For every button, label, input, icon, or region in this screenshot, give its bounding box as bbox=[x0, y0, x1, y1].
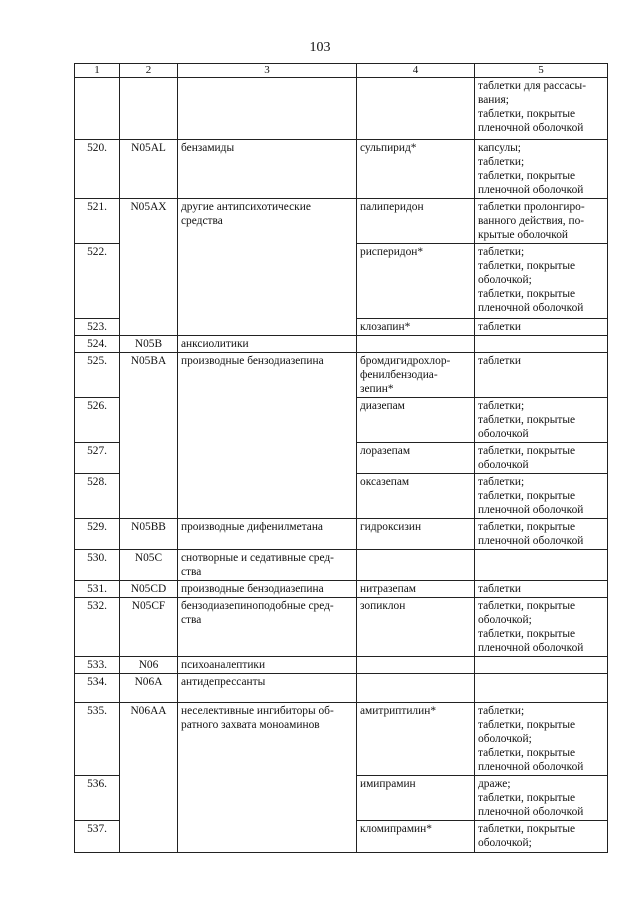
row-number-cell: 532. bbox=[75, 598, 120, 657]
group-name-line: бензодиазепиноподобные сред- bbox=[181, 600, 334, 612]
row-number-cell: 526. bbox=[75, 398, 120, 443]
dosage-form-line: пленочной оболочкой bbox=[478, 535, 584, 547]
drug-name-cell bbox=[357, 353, 475, 398]
header-cell-2: 2 bbox=[120, 64, 178, 78]
atc-code-cell: N05AX bbox=[120, 199, 178, 244]
group-name-line: анксиолитики bbox=[181, 338, 249, 350]
atc-code-cell bbox=[120, 776, 178, 821]
dosage-form-line: оболочкой bbox=[478, 459, 529, 471]
table-row bbox=[75, 776, 608, 821]
drug-name-cell bbox=[357, 199, 475, 244]
dosage-form-line: пленочной оболочкой bbox=[478, 504, 584, 516]
group-name-line: неселективные ингибиторы об- bbox=[181, 705, 334, 717]
group-name-cell bbox=[178, 657, 357, 674]
row-number-cell: 524. bbox=[75, 336, 120, 353]
page-number: 103 bbox=[309, 40, 331, 55]
dosage-form-line: пленочной оболочкой bbox=[478, 122, 584, 134]
dosage-form-line: таблетки, покрытые bbox=[478, 719, 576, 731]
dosage-form-cell bbox=[475, 353, 608, 398]
drug-name-line: диазепам bbox=[360, 400, 405, 412]
group-name-line: ства bbox=[181, 566, 202, 578]
table-row bbox=[75, 581, 608, 598]
table-row bbox=[75, 474, 608, 519]
group-name-line: средства bbox=[181, 215, 223, 227]
dosage-form-line: таблетки; bbox=[478, 705, 525, 717]
drug-name-line: фенилбензодиа- bbox=[360, 369, 438, 381]
dosage-form-cell bbox=[475, 199, 608, 244]
table-row bbox=[75, 598, 608, 657]
table-row bbox=[75, 199, 608, 244]
table-row bbox=[75, 78, 608, 140]
drug-name-cell bbox=[357, 319, 475, 336]
table-row bbox=[75, 336, 608, 353]
group-name-cell bbox=[178, 474, 357, 519]
group-name-cell bbox=[178, 353, 357, 398]
dosage-form-line: оболочкой bbox=[478, 428, 529, 440]
group-name-line: ства bbox=[181, 614, 202, 626]
atc-code-cell bbox=[120, 319, 178, 336]
group-name-cell bbox=[178, 443, 357, 474]
table-row bbox=[75, 353, 608, 398]
row-number-cell: 527. bbox=[75, 443, 120, 474]
dosage-form-line: оболочкой; bbox=[478, 837, 532, 849]
dosage-form-line: таблетки, покрытые bbox=[478, 823, 576, 835]
atc-code-cell: N05B bbox=[120, 336, 178, 353]
drug-name-cell bbox=[357, 244, 475, 319]
dosage-form-line: таблетки; bbox=[478, 156, 525, 168]
dosage-form-line: таблетки; bbox=[478, 476, 525, 488]
dosage-form-cell bbox=[475, 319, 608, 336]
group-name-line: ратного захвата моноаминов bbox=[181, 719, 320, 731]
row-number-cell: 521. bbox=[75, 199, 120, 244]
drug-name-cell bbox=[357, 78, 475, 140]
dosage-form-line: оболочкой; bbox=[478, 614, 532, 626]
dosage-form-line: вания; bbox=[478, 94, 509, 106]
group-name-line: производные бензодиазепина bbox=[181, 355, 324, 367]
group-name-cell bbox=[178, 140, 357, 199]
dosage-form-cell bbox=[475, 244, 608, 319]
dosage-form-line: таблетки; bbox=[478, 246, 525, 258]
row-number-cell: 535. bbox=[75, 703, 120, 776]
dosage-form-cell bbox=[475, 657, 608, 674]
atc-code-cell: N05BA bbox=[120, 353, 178, 398]
row-number-cell: 522. bbox=[75, 244, 120, 319]
group-name-cell bbox=[178, 319, 357, 336]
row-number-cell: 529. bbox=[75, 519, 120, 550]
drug-name-line: гидроксизин bbox=[360, 521, 422, 533]
table-row bbox=[75, 519, 608, 550]
dosage-form-line: таблетки bbox=[478, 583, 522, 595]
drug-name-cell bbox=[357, 581, 475, 598]
dosage-form-line: таблетки пролонгиро- bbox=[478, 201, 585, 213]
group-name-cell bbox=[178, 244, 357, 319]
atc-code-cell bbox=[120, 474, 178, 519]
dosage-form-cell bbox=[475, 443, 608, 474]
row-number-cell: 528. bbox=[75, 474, 120, 519]
group-name-cell bbox=[178, 821, 357, 853]
row-number-cell: 536. bbox=[75, 776, 120, 821]
group-name-line: снотворные и седативные сред- bbox=[181, 552, 334, 564]
drug-name-cell bbox=[357, 550, 475, 581]
dosage-form-line: пленочной оболочкой bbox=[478, 184, 584, 196]
dosage-form-line: таблетки, покрытые bbox=[478, 792, 576, 804]
drug-name-cell bbox=[357, 598, 475, 657]
drug-name-line: имипрамин bbox=[360, 778, 416, 790]
atc-code-cell: N06 bbox=[120, 657, 178, 674]
group-name-line: психоаналептики bbox=[181, 659, 266, 671]
row-number-cell: 537. bbox=[75, 821, 120, 853]
row-number-cell: 534. bbox=[75, 674, 120, 703]
dosage-form-cell bbox=[475, 776, 608, 821]
row-number-cell: 520. bbox=[75, 140, 120, 199]
table-row bbox=[75, 398, 608, 443]
group-name-line: производные дифенилметана bbox=[181, 521, 323, 533]
dosage-form-line: таблетки, покрытые bbox=[478, 170, 576, 182]
group-name-cell bbox=[178, 398, 357, 443]
dosage-form-cell bbox=[475, 474, 608, 519]
dosage-form-line: крытые оболочкой bbox=[478, 229, 569, 241]
group-name-cell bbox=[178, 550, 357, 581]
group-name-cell bbox=[178, 674, 357, 703]
dosage-form-line: капсулы; bbox=[478, 142, 521, 154]
dosage-form-line: таблетки, покрытые bbox=[478, 490, 576, 502]
drug-table bbox=[74, 63, 608, 853]
atc-code-cell: N05CF bbox=[120, 598, 178, 657]
header-cell-5: 5 bbox=[475, 64, 608, 78]
dosage-form-line: таблетки, покрытые bbox=[478, 521, 576, 533]
drug-name-line: амитриптилин* bbox=[360, 705, 437, 717]
row-number-cell: 525. bbox=[75, 353, 120, 398]
drug-name-cell bbox=[357, 821, 475, 853]
atc-code-cell: N05C bbox=[120, 550, 178, 581]
dosage-form-line: таблетки, покрытые bbox=[478, 747, 576, 759]
group-name-line: производные бензодиазепина bbox=[181, 583, 324, 595]
drug-name-cell bbox=[357, 703, 475, 776]
group-name-line: бензамиды bbox=[181, 142, 235, 154]
table-row bbox=[75, 244, 608, 319]
atc-code-cell: N05BB bbox=[120, 519, 178, 550]
atc-code-cell: N06A bbox=[120, 674, 178, 703]
atc-code-cell bbox=[120, 443, 178, 474]
table-row bbox=[75, 674, 608, 703]
drug-name-cell bbox=[357, 398, 475, 443]
table-row bbox=[75, 319, 608, 336]
drug-name-cell bbox=[357, 519, 475, 550]
drug-name-cell bbox=[357, 336, 475, 353]
dosage-form-line: таблетки bbox=[478, 321, 522, 333]
dosage-form-line: таблетки, покрытые bbox=[478, 445, 576, 457]
atc-code-cell bbox=[120, 398, 178, 443]
dosage-form-cell bbox=[475, 550, 608, 581]
dosage-form-line: таблетки, покрытые bbox=[478, 414, 576, 426]
table-row bbox=[75, 550, 608, 581]
group-name-cell bbox=[178, 336, 357, 353]
group-name-cell bbox=[178, 598, 357, 657]
drug-name-line: нитразепам bbox=[360, 583, 416, 595]
dosage-form-line: оболочкой; bbox=[478, 733, 532, 745]
drug-name-line: бромдигидрохлор- bbox=[360, 355, 451, 367]
group-name-cell bbox=[178, 776, 357, 821]
header-cell-4: 4 bbox=[357, 64, 475, 78]
dosage-form-line: таблетки, покрытые bbox=[478, 628, 576, 640]
table-row bbox=[75, 443, 608, 474]
drug-name-line: оксазепам bbox=[360, 476, 410, 488]
drug-name-line: сульпирид* bbox=[360, 142, 417, 154]
dosage-form-cell bbox=[475, 703, 608, 776]
dosage-form-line: таблетки bbox=[478, 355, 522, 367]
atc-code-cell: N05CD bbox=[120, 581, 178, 598]
drug-name-line: зопиклон bbox=[360, 600, 406, 612]
atc-code-cell: N05AL bbox=[120, 140, 178, 199]
drug-name-cell bbox=[357, 674, 475, 703]
dosage-form-line: таблетки; bbox=[478, 400, 525, 412]
drug-name-cell bbox=[357, 657, 475, 674]
dosage-form-line: пленочной оболочкой bbox=[478, 642, 584, 654]
atc-code-cell bbox=[120, 78, 178, 140]
row-number-cell: 531. bbox=[75, 581, 120, 598]
dosage-form-cell bbox=[475, 519, 608, 550]
drug-name-line: лоразепам bbox=[360, 445, 411, 457]
table-row bbox=[75, 703, 608, 776]
dosage-form-line: драже; bbox=[478, 778, 511, 790]
row-number-cell: 530. bbox=[75, 550, 120, 581]
dosage-form-cell bbox=[475, 581, 608, 598]
group-name-cell bbox=[178, 199, 357, 244]
atc-code-cell bbox=[120, 244, 178, 319]
dosage-form-line: пленочной оболочкой bbox=[478, 302, 584, 314]
table-header-row bbox=[75, 64, 608, 78]
dosage-form-line: пленочной оболочкой bbox=[478, 806, 584, 818]
drug-name-line: палиперидон bbox=[360, 201, 424, 213]
group-name-line: антидепрессанты bbox=[181, 676, 266, 688]
dosage-form-line: таблетки, покрытые bbox=[478, 108, 576, 120]
dosage-form-cell bbox=[475, 78, 608, 140]
dosage-form-cell bbox=[475, 398, 608, 443]
group-name-cell bbox=[178, 78, 357, 140]
drug-name-line: клозапин* bbox=[360, 321, 411, 333]
dosage-form-cell bbox=[475, 336, 608, 353]
drug-name-line: зепин* bbox=[360, 383, 394, 395]
drug-name-cell bbox=[357, 443, 475, 474]
table-row bbox=[75, 821, 608, 853]
row-number-cell: 523. bbox=[75, 319, 120, 336]
dosage-form-line: пленочной оболочкой bbox=[478, 761, 584, 773]
drug-table-body bbox=[75, 64, 608, 853]
dosage-form-line: таблетки, покрытые bbox=[478, 600, 576, 612]
drug-name-cell bbox=[357, 776, 475, 821]
group-name-cell bbox=[178, 519, 357, 550]
table-row bbox=[75, 140, 608, 199]
dosage-form-line: таблетки, покрытые bbox=[478, 260, 576, 272]
row-number-cell: 533. bbox=[75, 657, 120, 674]
group-name-line: другие антипсихотические bbox=[181, 201, 311, 213]
dosage-form-line: ванного действия, по- bbox=[478, 215, 585, 227]
group-name-cell bbox=[178, 703, 357, 776]
dosage-form-line: таблетки, покрытые bbox=[478, 288, 576, 300]
atc-code-cell bbox=[120, 821, 178, 853]
dosage-form-cell bbox=[475, 674, 608, 703]
table-row bbox=[75, 657, 608, 674]
drug-name-cell bbox=[357, 474, 475, 519]
header-cell-1: 1 bbox=[75, 64, 120, 78]
dosage-form-line: оболочкой; bbox=[478, 274, 532, 286]
group-name-cell bbox=[178, 581, 357, 598]
dosage-form-line: таблетки для рассасы- bbox=[478, 80, 587, 92]
drug-name-line: кломипрамин* bbox=[360, 823, 432, 835]
dosage-form-cell bbox=[475, 598, 608, 657]
drug-name-cell bbox=[357, 140, 475, 199]
drug-name-line: рисперидон* bbox=[360, 246, 424, 258]
row-number-cell bbox=[75, 78, 120, 140]
dosage-form-cell bbox=[475, 140, 608, 199]
dosage-form-cell bbox=[475, 821, 608, 853]
atc-code-cell: N06AA bbox=[120, 703, 178, 776]
header-cell-3: 3 bbox=[178, 64, 357, 78]
